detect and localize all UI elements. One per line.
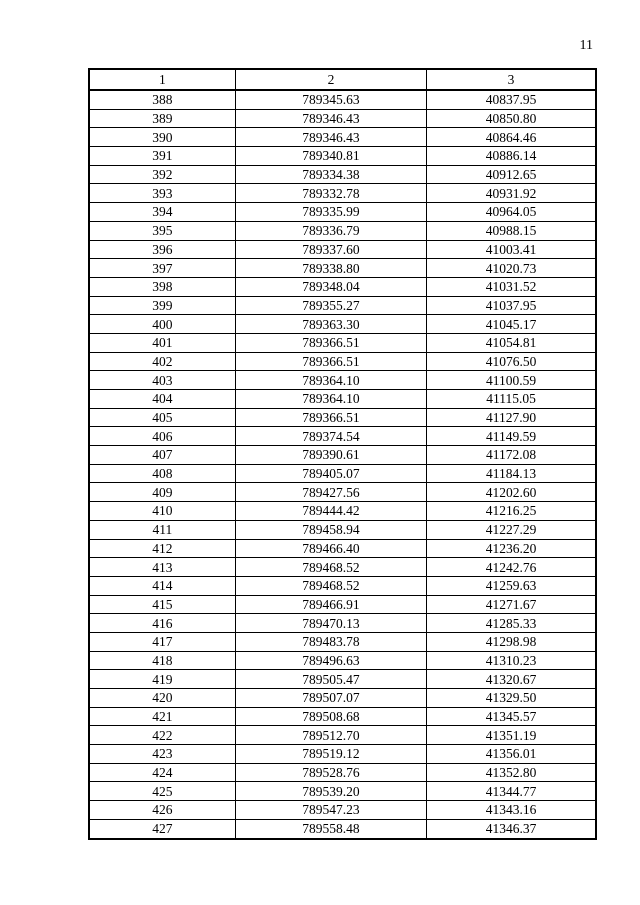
table-row [89, 520, 596, 539]
point-number-cell: 393 [89, 184, 235, 203]
y-coordinate-cell: 41115.05 [427, 390, 596, 409]
y-coordinate-cell: 40964.05 [427, 203, 596, 222]
point-number-cell: 416 [89, 614, 235, 633]
x-coordinate-cell: 789340.81 [235, 147, 426, 166]
point-number-cell: 399 [89, 296, 235, 315]
y-coordinate-cell: 41285.33 [427, 614, 596, 633]
x-coordinate-cell: 789528.76 [235, 763, 426, 782]
header-row [89, 69, 596, 90]
x-coordinate-cell: 789468.52 [235, 558, 426, 577]
x-coordinate-cell: 789390.61 [235, 446, 426, 465]
x-coordinate-cell: 789466.40 [235, 539, 426, 558]
y-coordinate-cell: 41076.50 [427, 352, 596, 371]
y-coordinate-cell: 41242.76 [427, 558, 596, 577]
y-coordinate-cell: 41298.98 [427, 632, 596, 651]
y-coordinate-cell: 41329.50 [427, 689, 596, 708]
y-coordinate-cell: 40864.46 [427, 128, 596, 147]
table-row [89, 128, 596, 147]
y-coordinate-cell: 41054.81 [427, 333, 596, 352]
table-row [89, 782, 596, 801]
x-coordinate-cell: 789427.56 [235, 483, 426, 502]
point-number-cell: 405 [89, 408, 235, 427]
table-row [89, 539, 596, 558]
x-coordinate-cell: 789496.63 [235, 651, 426, 670]
point-number-cell: 394 [89, 203, 235, 222]
y-coordinate-cell: 40837.95 [427, 90, 596, 109]
table-row [89, 558, 596, 577]
x-coordinate-cell: 789346.43 [235, 109, 426, 128]
point-number-cell: 397 [89, 259, 235, 278]
x-coordinate-cell: 789364.10 [235, 390, 426, 409]
x-coordinate-cell: 789547.23 [235, 801, 426, 820]
x-coordinate-cell: 789444.42 [235, 502, 426, 521]
point-number-cell: 392 [89, 165, 235, 184]
y-coordinate-cell: 41172.08 [427, 446, 596, 465]
point-number-cell: 395 [89, 221, 235, 240]
table-row [89, 109, 596, 128]
point-number-cell: 417 [89, 632, 235, 651]
x-coordinate-cell: 789468.52 [235, 576, 426, 595]
table-row [89, 203, 596, 222]
point-number-cell: 400 [89, 315, 235, 334]
x-coordinate-cell: 789332.78 [235, 184, 426, 203]
x-coordinate-cell: 789374.54 [235, 427, 426, 446]
point-number-cell: 427 [89, 819, 235, 838]
y-coordinate-cell: 41037.95 [427, 296, 596, 315]
table-row [89, 221, 596, 240]
table-row [89, 745, 596, 764]
table-row [89, 390, 596, 409]
table-row [89, 259, 596, 278]
table-row [89, 371, 596, 390]
table-row [89, 726, 596, 745]
page-number: 11 [579, 38, 593, 53]
table-row [89, 315, 596, 334]
table-row [89, 240, 596, 259]
x-coordinate-cell: 789458.94 [235, 520, 426, 539]
point-number-cell: 425 [89, 782, 235, 801]
y-coordinate-cell: 41100.59 [427, 371, 596, 390]
y-coordinate-cell: 41003.41 [427, 240, 596, 259]
table-row [89, 408, 596, 427]
table-row [89, 296, 596, 315]
x-coordinate-cell: 789505.47 [235, 670, 426, 689]
point-number-cell: 403 [89, 371, 235, 390]
table-row [89, 427, 596, 446]
x-coordinate-cell: 789338.80 [235, 259, 426, 278]
table-row [89, 147, 596, 166]
y-coordinate-cell: 41320.67 [427, 670, 596, 689]
x-coordinate-cell: 789334.38 [235, 165, 426, 184]
x-coordinate-cell: 789355.27 [235, 296, 426, 315]
point-number-cell: 402 [89, 352, 235, 371]
table-row [89, 595, 596, 614]
point-number-cell: 413 [89, 558, 235, 577]
y-coordinate-cell: 41271.67 [427, 595, 596, 614]
table-row [89, 819, 596, 838]
table-row [89, 184, 596, 203]
x-coordinate-cell: 789539.20 [235, 782, 426, 801]
point-number-cell: 391 [89, 147, 235, 166]
x-coordinate-cell: 789405.07 [235, 464, 426, 483]
point-number-cell: 407 [89, 446, 235, 465]
point-number-cell: 396 [89, 240, 235, 259]
point-number-cell: 415 [89, 595, 235, 614]
y-coordinate-cell: 40850.80 [427, 109, 596, 128]
table-row [89, 333, 596, 352]
point-number-cell: 420 [89, 689, 235, 708]
x-coordinate-cell: 789507.07 [235, 689, 426, 708]
y-coordinate-cell: 41227.29 [427, 520, 596, 539]
y-coordinate-cell: 41343.16 [427, 801, 596, 820]
x-coordinate-cell: 789512.70 [235, 726, 426, 745]
point-number-cell: 390 [89, 128, 235, 147]
point-number-cell: 389 [89, 109, 235, 128]
y-coordinate-cell: 40886.14 [427, 147, 596, 166]
y-coordinate-cell: 40912.65 [427, 165, 596, 184]
x-coordinate-cell: 789519.12 [235, 745, 426, 764]
x-coordinate-cell: 789483.78 [235, 632, 426, 651]
point-number-cell: 412 [89, 539, 235, 558]
table-row [89, 352, 596, 371]
table-row [89, 651, 596, 670]
coordinates-table [88, 68, 597, 840]
y-coordinate-cell: 41020.73 [427, 259, 596, 278]
x-coordinate-cell: 789348.04 [235, 277, 426, 296]
y-coordinate-cell: 41031.52 [427, 277, 596, 296]
y-coordinate-cell: 41236.20 [427, 539, 596, 558]
x-coordinate-cell: 789466.91 [235, 595, 426, 614]
y-coordinate-cell: 41310.23 [427, 651, 596, 670]
x-coordinate-cell: 789470.13 [235, 614, 426, 633]
y-coordinate-cell: 41352.80 [427, 763, 596, 782]
table-row [89, 763, 596, 782]
table-row [89, 90, 596, 109]
header-cell-2: 2 [235, 69, 426, 90]
point-number-cell: 388 [89, 90, 235, 109]
y-coordinate-cell: 41356.01 [427, 745, 596, 764]
x-coordinate-cell: 789366.51 [235, 408, 426, 427]
point-number-cell: 422 [89, 726, 235, 745]
point-number-cell: 419 [89, 670, 235, 689]
x-coordinate-cell: 789364.10 [235, 371, 426, 390]
y-coordinate-cell: 41184.13 [427, 464, 596, 483]
y-coordinate-cell: 41345.57 [427, 707, 596, 726]
table-row [89, 277, 596, 296]
x-coordinate-cell: 789363.30 [235, 315, 426, 334]
table-row [89, 502, 596, 521]
table-row [89, 576, 596, 595]
y-coordinate-cell: 40988.15 [427, 221, 596, 240]
x-coordinate-cell: 789336.79 [235, 221, 426, 240]
header-cell-3: 3 [427, 69, 596, 90]
point-number-cell: 401 [89, 333, 235, 352]
point-number-cell: 406 [89, 427, 235, 446]
table-row [89, 670, 596, 689]
table-row [89, 446, 596, 465]
y-coordinate-cell: 41344.77 [427, 782, 596, 801]
point-number-cell: 423 [89, 745, 235, 764]
table-row [89, 707, 596, 726]
y-coordinate-cell: 41127.90 [427, 408, 596, 427]
x-coordinate-cell: 789558.48 [235, 819, 426, 838]
y-coordinate-cell: 40931.92 [427, 184, 596, 203]
y-coordinate-cell: 41216.25 [427, 502, 596, 521]
x-coordinate-cell: 789345.63 [235, 90, 426, 109]
y-coordinate-cell: 41149.59 [427, 427, 596, 446]
point-number-cell: 418 [89, 651, 235, 670]
y-coordinate-cell: 41351.19 [427, 726, 596, 745]
x-coordinate-cell: 789366.51 [235, 352, 426, 371]
table-row [89, 165, 596, 184]
y-coordinate-cell: 41259.63 [427, 576, 596, 595]
point-number-cell: 411 [89, 520, 235, 539]
x-coordinate-cell: 789366.51 [235, 333, 426, 352]
x-coordinate-cell: 789335.99 [235, 203, 426, 222]
table-row [89, 632, 596, 651]
table-row [89, 614, 596, 633]
point-number-cell: 408 [89, 464, 235, 483]
point-number-cell: 398 [89, 277, 235, 296]
table-row [89, 689, 596, 708]
x-coordinate-cell: 789346.43 [235, 128, 426, 147]
y-coordinate-cell: 41346.37 [427, 819, 596, 838]
header-cell-1: 1 [89, 69, 235, 90]
y-coordinate-cell: 41202.60 [427, 483, 596, 502]
table-header [89, 69, 596, 90]
x-coordinate-cell: 789337.60 [235, 240, 426, 259]
point-number-cell: 421 [89, 707, 235, 726]
x-coordinate-cell: 789508.68 [235, 707, 426, 726]
point-number-cell: 424 [89, 763, 235, 782]
point-number-cell: 414 [89, 576, 235, 595]
point-number-cell: 426 [89, 801, 235, 820]
point-number-cell: 410 [89, 502, 235, 521]
table-row [89, 801, 596, 820]
y-coordinate-cell: 41045.17 [427, 315, 596, 334]
table-body [89, 90, 596, 839]
point-number-cell: 404 [89, 390, 235, 409]
table-row [89, 483, 596, 502]
point-number-cell: 409 [89, 483, 235, 502]
table-row [89, 464, 596, 483]
